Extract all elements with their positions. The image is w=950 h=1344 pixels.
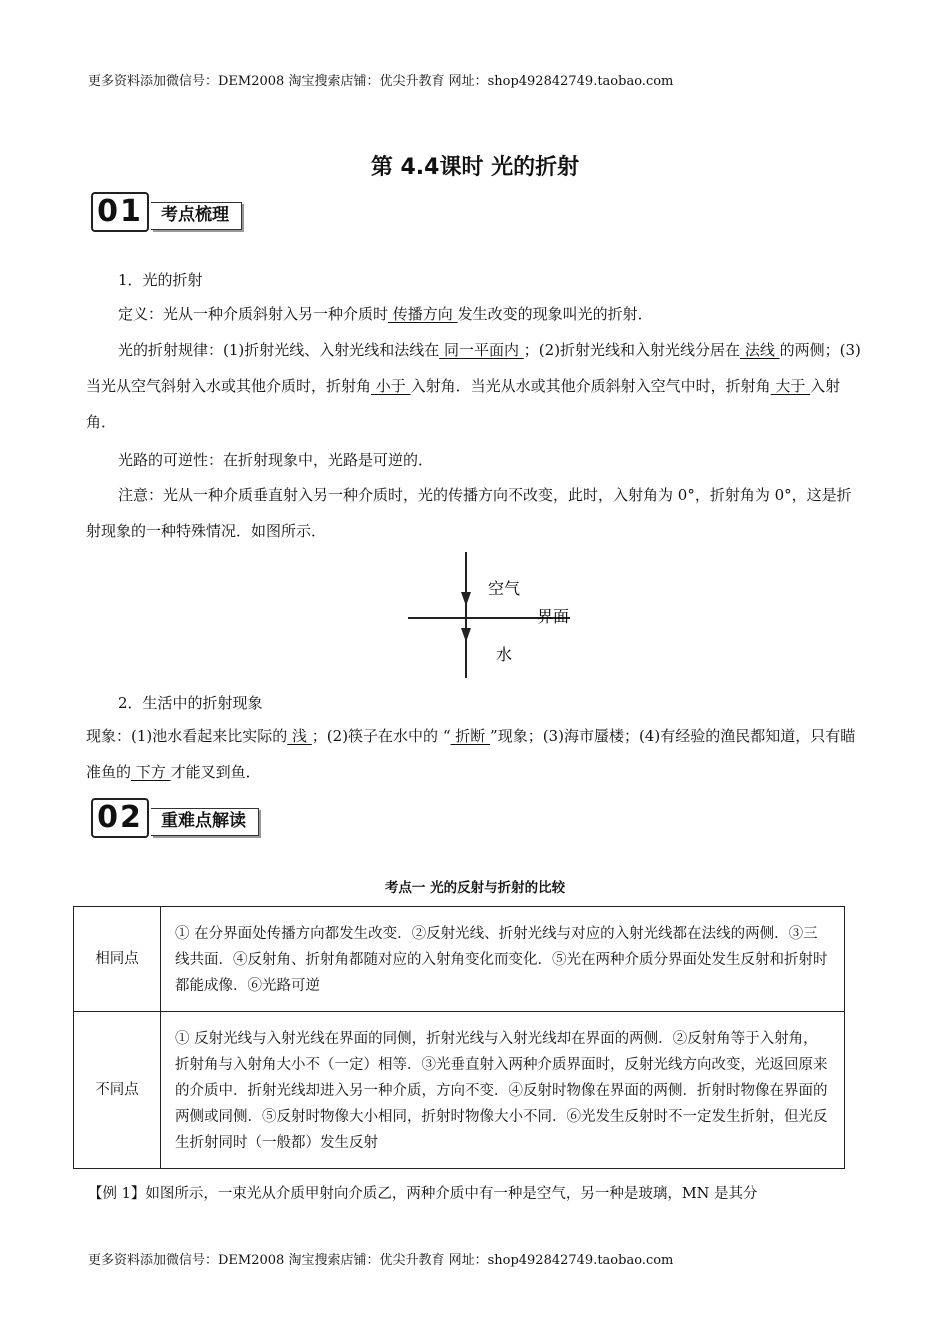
point-heading-2: 2．生活中的折射现象 bbox=[118, 694, 263, 712]
section-label: 重难点解读 bbox=[151, 808, 259, 836]
answer-blank: 折断 bbox=[450, 727, 491, 745]
row-content: ① 在分界面处传播方向都发生改变．②反射光线、折射光线与对应的入射光线都在法线的两侧．③三线共面．④反射角、折射角都随对应的入射角变化而变化．⑤光在两种介质分界面处发生反射和折射时都能成像．⑥光路可逆 bbox=[161, 907, 845, 1012]
arrow-down-icon bbox=[461, 628, 471, 642]
air-label: 空气 bbox=[488, 579, 521, 598]
phenomena-text: 现象：(1)池水看起来比实际的 bbox=[86, 727, 288, 745]
note-paragraph: 注意：光从一种介质垂直射入另一种介质时，光的传播方向不改变，此时，入射角为 0°，折射角为 0°，这是折射现象的一种特殊情况．如图所示． bbox=[86, 486, 852, 540]
refraction-diagram bbox=[400, 548, 600, 683]
answer-blank: 同一平面内 bbox=[439, 341, 524, 359]
answer-blank: 浅 bbox=[287, 727, 312, 745]
page-footer: 更多资料添加微信号：DEM2008 淘宝搜索店铺：优尖升教育 网址：shop492842749.taobao.com bbox=[88, 1253, 674, 1268]
section-number: 02 bbox=[91, 798, 149, 838]
definition-text: 发生改变的现象叫光的折射． bbox=[457, 305, 653, 323]
law-text: 光的折射规律：(1)折射光线、入射光线和法线在 bbox=[118, 341, 440, 359]
law-text: 入射角． bbox=[86, 377, 841, 431]
row-header: 不同点 bbox=[74, 1012, 161, 1169]
answer-blank: 传播方向 bbox=[388, 305, 458, 323]
page-title: 第 4.4课时 光的折射 bbox=[370, 155, 580, 180]
answer-blank: 大于 bbox=[770, 377, 811, 395]
table-row bbox=[74, 1012, 845, 1169]
point-heading-1: 1．光的折射 bbox=[118, 271, 203, 289]
example-1: 【例 1】如图所示，一束光从介质甲射向介质乙，两种介质中有一种是空气，另一种是玻璃，MN 是其分 bbox=[88, 1186, 758, 1202]
interface-label: 界面 bbox=[537, 607, 570, 626]
reversibility-paragraph: 光路的可逆性：在折射现象中，光路是可逆的． bbox=[118, 451, 434, 469]
subsection-title: 考点一 光的反射与折射的比较 bbox=[384, 880, 566, 896]
comparison-table bbox=[73, 906, 845, 1169]
law-text: ；(2)折射光线和入射光线分居在 bbox=[523, 341, 741, 359]
section-badge-1 bbox=[91, 192, 291, 232]
table-row bbox=[74, 907, 845, 1012]
law-text: 入射角．当光从水或其他介质斜射入空气中时，折射角 bbox=[410, 377, 771, 395]
water-label: 水 bbox=[496, 645, 513, 664]
section-label: 考点梳理 bbox=[151, 202, 242, 230]
section-badge-2 bbox=[91, 798, 301, 838]
answer-blank: 下方 bbox=[131, 763, 171, 781]
section-number: 01 bbox=[91, 192, 149, 232]
answer-blank: 小于 bbox=[371, 377, 411, 395]
phenomena-text: 才能叉到鱼． bbox=[170, 763, 261, 781]
phenomena-text: ”现象；(3)海市蜃楼；(4)有经验的渔民都知道，只有瞄准鱼的 bbox=[86, 727, 856, 781]
refraction-law-paragraph bbox=[86, 332, 866, 440]
law-text: 的两侧；(3)当光从空气斜射入水或其他介质时，折射角 bbox=[86, 341, 861, 395]
definition-text: 定义：光从一种介质斜射入另一种介质时 bbox=[118, 305, 389, 323]
phenomena-paragraph bbox=[86, 718, 866, 790]
page-header: 更多资料添加微信号：DEM2008 淘宝搜索店铺：优尖升教育 网址：shop492842749.taobao.com bbox=[88, 74, 674, 89]
answer-blank: 法线 bbox=[740, 341, 780, 359]
row-content: ① 反射光线与入射光线在界面的同侧，折射光线与入射光线却在界面的两侧．②反射角等于入射角，折射角与入射角大小不（一定）相等．③光垂直射入两种介质界面时，反射光线方向改变，光返回原来的介质中．折射光线却进入另一种介质，方向不变．④反射时物像在界面的两侧．折射时物像在界面的两侧或同侧．⑤反射时物像大小相同，折射时物像大小不同．⑥光发生反射时不一定发生折射，但光反生折射同时（一般都）发生反射 bbox=[161, 1012, 845, 1169]
row-header: 相同点 bbox=[74, 907, 161, 1012]
phenomena-text: ；(2)筷子在水中的 “ bbox=[311, 727, 451, 745]
definition-paragraph bbox=[86, 296, 866, 332]
arrow-down-icon bbox=[461, 592, 471, 606]
